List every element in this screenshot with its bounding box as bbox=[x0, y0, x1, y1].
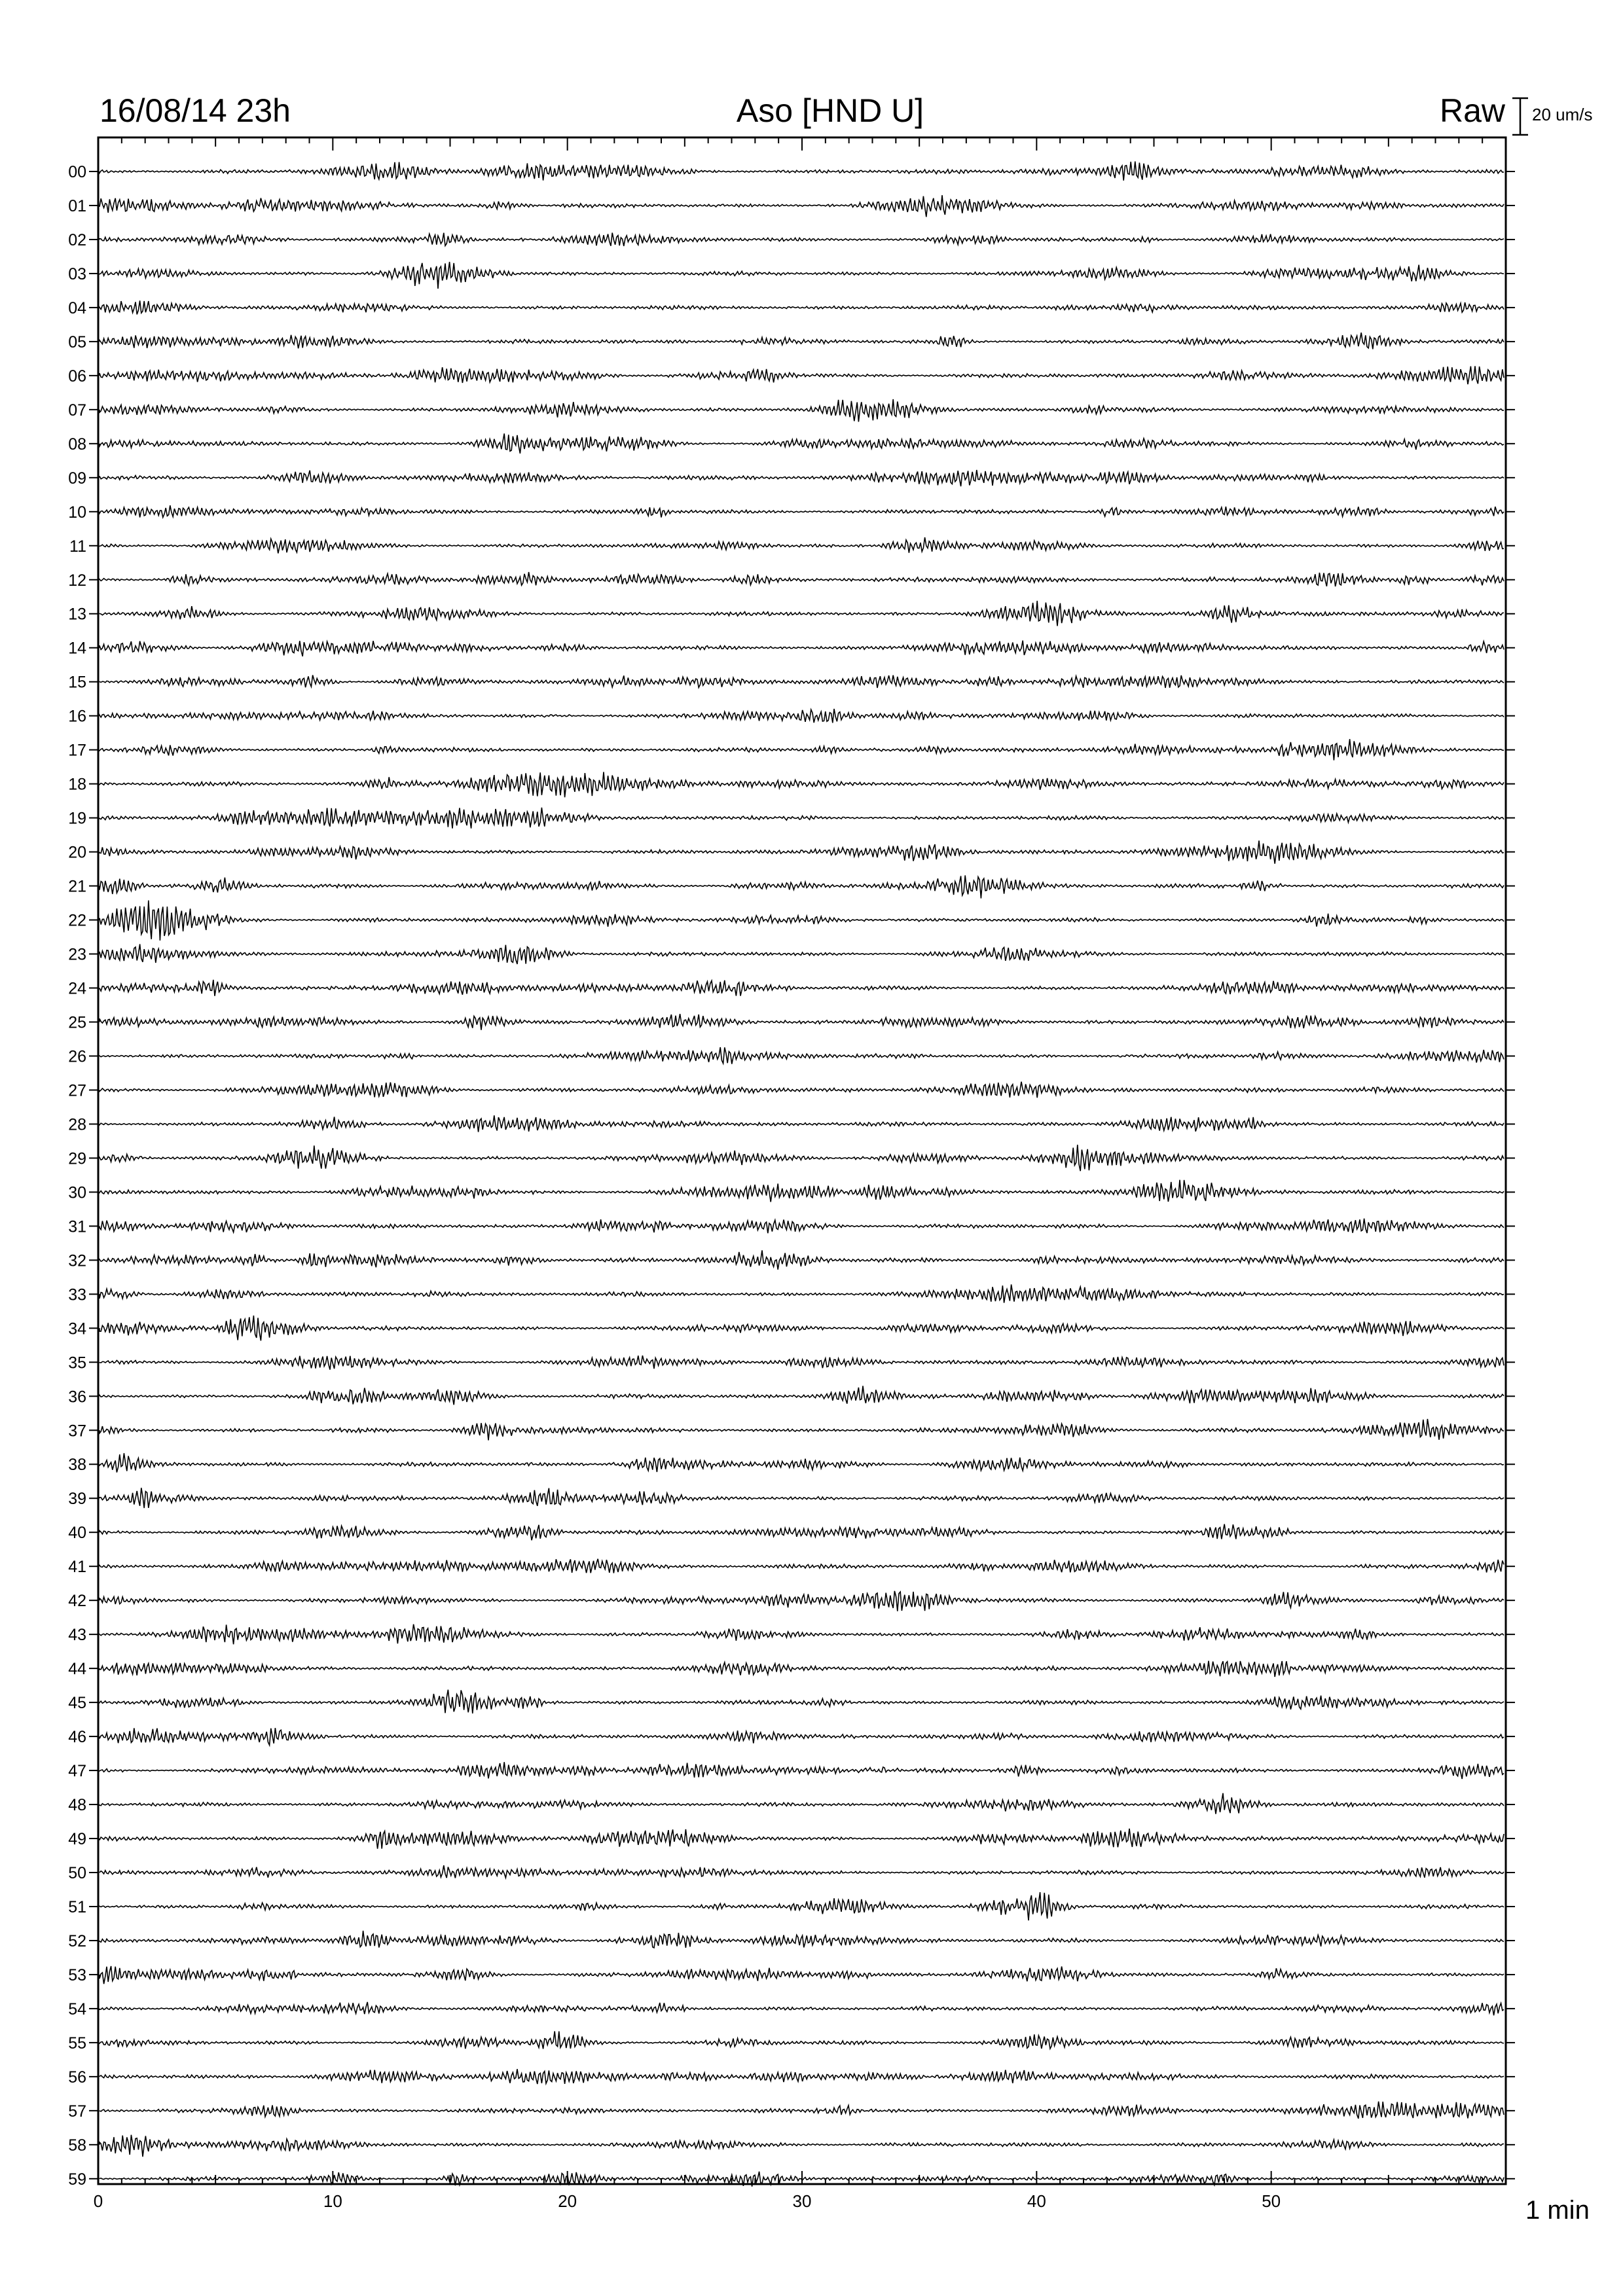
amplitude-scale-label: 20 um/s bbox=[1532, 105, 1593, 124]
trace-49 bbox=[100, 1829, 1504, 1849]
trace-52 bbox=[100, 1931, 1504, 1948]
trace-39 bbox=[100, 1488, 1504, 1508]
trace-54 bbox=[100, 2002, 1504, 2016]
x-tick-label-10: 10 bbox=[323, 2191, 342, 2211]
station-title: Aso [HND U] bbox=[736, 92, 924, 129]
trace-10 bbox=[100, 505, 1504, 517]
trace-45 bbox=[100, 1690, 1504, 1713]
trace-06 bbox=[100, 366, 1504, 384]
row-label-45: 45 bbox=[68, 1694, 86, 1713]
trace-35 bbox=[100, 1355, 1504, 1370]
row-label-42: 42 bbox=[68, 1592, 86, 1611]
trace-26 bbox=[100, 1047, 1504, 1064]
row-label-56: 56 bbox=[68, 2068, 86, 2087]
trace-17 bbox=[100, 739, 1504, 760]
row-label-26: 26 bbox=[68, 1047, 86, 1066]
row-label-40: 40 bbox=[68, 1524, 86, 1543]
trace-57 bbox=[100, 2102, 1504, 2119]
row-label-39: 39 bbox=[68, 1490, 86, 1509]
row-label-21: 21 bbox=[68, 877, 86, 896]
trace-50 bbox=[100, 1865, 1504, 1878]
trace-58 bbox=[100, 2135, 1504, 2157]
row-label-27: 27 bbox=[68, 1081, 86, 1100]
row-label-49: 49 bbox=[68, 1830, 86, 1849]
x-tick-label-0: 0 bbox=[93, 2191, 103, 2211]
row-label-24: 24 bbox=[68, 979, 86, 998]
trace-24 bbox=[100, 980, 1504, 996]
row-label-44: 44 bbox=[68, 1660, 86, 1679]
row-label-19: 19 bbox=[68, 809, 86, 828]
trace-32 bbox=[100, 1250, 1504, 1269]
mode-label: Raw bbox=[1439, 92, 1505, 129]
row-label-30: 30 bbox=[68, 1183, 86, 1202]
trace-02 bbox=[100, 233, 1504, 246]
trace-51 bbox=[100, 1892, 1504, 1920]
trace-47 bbox=[100, 1762, 1504, 1779]
row-label-03: 03 bbox=[68, 264, 86, 283]
trace-14 bbox=[100, 641, 1504, 656]
trace-36 bbox=[100, 1386, 1504, 1405]
trace-22 bbox=[100, 901, 1504, 941]
row-label-10: 10 bbox=[68, 503, 86, 522]
row-label-58: 58 bbox=[68, 2136, 86, 2155]
trace-13 bbox=[100, 601, 1504, 626]
seismic-traces bbox=[100, 162, 1504, 2187]
row-label-02: 02 bbox=[68, 230, 86, 249]
trace-04 bbox=[100, 300, 1504, 314]
x-tick-label-40: 40 bbox=[1027, 2191, 1046, 2211]
trace-42 bbox=[100, 1591, 1504, 1611]
row-label-29: 29 bbox=[68, 1149, 86, 1168]
trace-56 bbox=[100, 2069, 1504, 2084]
trace-53 bbox=[100, 1966, 1504, 1984]
row-label-46: 46 bbox=[68, 1728, 86, 1747]
trace-23 bbox=[100, 944, 1504, 965]
row-label-06: 06 bbox=[68, 367, 86, 386]
trace-37 bbox=[100, 1419, 1504, 1441]
row-label-33: 33 bbox=[68, 1285, 86, 1304]
trace-29 bbox=[100, 1145, 1504, 1171]
row-label-01: 01 bbox=[68, 196, 86, 215]
trace-33 bbox=[100, 1285, 1504, 1303]
row-label-37: 37 bbox=[68, 1422, 86, 1441]
trace-15 bbox=[100, 675, 1504, 689]
row-label-00: 00 bbox=[68, 163, 86, 181]
row-label-38: 38 bbox=[68, 1456, 86, 1475]
row-label-08: 08 bbox=[68, 435, 86, 454]
row-label-07: 07 bbox=[68, 401, 86, 420]
trace-44 bbox=[100, 1661, 1504, 1677]
row-label-51: 51 bbox=[68, 1897, 86, 1916]
trace-48 bbox=[100, 1793, 1504, 1814]
row-label-41: 41 bbox=[68, 1558, 86, 1577]
row-label-31: 31 bbox=[68, 1217, 86, 1236]
row-label-11: 11 bbox=[69, 537, 86, 556]
row-label-43: 43 bbox=[68, 1626, 86, 1645]
trace-00 bbox=[100, 162, 1504, 181]
row-labels bbox=[68, 163, 1515, 2189]
row-label-25: 25 bbox=[68, 1013, 86, 1032]
row-label-22: 22 bbox=[68, 911, 86, 930]
x-tick-labels bbox=[94, 2191, 1281, 2211]
row-label-59: 59 bbox=[68, 2170, 86, 2189]
trace-34 bbox=[100, 1316, 1504, 1340]
trace-31 bbox=[100, 1219, 1504, 1234]
row-label-28: 28 bbox=[68, 1115, 86, 1134]
row-label-48: 48 bbox=[68, 1796, 86, 1815]
row-label-50: 50 bbox=[68, 1864, 86, 1882]
row-label-53: 53 bbox=[68, 1965, 86, 1984]
trace-43 bbox=[100, 1624, 1504, 1645]
row-label-04: 04 bbox=[68, 298, 86, 317]
trace-41 bbox=[100, 1559, 1504, 1573]
trace-20 bbox=[100, 840, 1504, 863]
trace-07 bbox=[100, 399, 1504, 422]
row-label-16: 16 bbox=[68, 707, 86, 726]
row-label-52: 52 bbox=[68, 1931, 86, 1950]
date-hour-label: 16/08/14 23h bbox=[100, 92, 291, 129]
row-label-20: 20 bbox=[68, 843, 86, 862]
row-label-32: 32 bbox=[68, 1251, 86, 1270]
trace-19 bbox=[100, 808, 1504, 829]
row-label-12: 12 bbox=[68, 571, 86, 590]
row-label-57: 57 bbox=[68, 2102, 86, 2121]
x-tick-label-50: 50 bbox=[1262, 2191, 1281, 2211]
row-label-17: 17 bbox=[68, 741, 86, 760]
x-axis-unit-label: 1 min bbox=[1525, 2196, 1590, 2225]
row-label-05: 05 bbox=[68, 332, 86, 351]
row-label-55: 55 bbox=[68, 2034, 86, 2053]
trace-09 bbox=[100, 470, 1504, 486]
trace-25 bbox=[100, 1014, 1504, 1030]
trace-05 bbox=[100, 332, 1504, 349]
row-label-15: 15 bbox=[68, 673, 86, 692]
trace-16 bbox=[100, 709, 1504, 723]
row-label-23: 23 bbox=[68, 945, 86, 964]
row-label-35: 35 bbox=[68, 1354, 86, 1372]
trace-03 bbox=[100, 262, 1504, 289]
trace-40 bbox=[100, 1524, 1504, 1541]
trace-01 bbox=[100, 195, 1504, 217]
row-label-36: 36 bbox=[68, 1388, 86, 1407]
trace-08 bbox=[100, 433, 1504, 453]
x-tick-label-30: 30 bbox=[792, 2191, 812, 2211]
row-label-09: 09 bbox=[68, 469, 86, 488]
row-label-54: 54 bbox=[68, 2000, 86, 2018]
x-tick-label-20: 20 bbox=[558, 2191, 577, 2211]
amplitude-scale-bar bbox=[1512, 98, 1528, 135]
trace-27 bbox=[100, 1082, 1504, 1098]
trace-18 bbox=[100, 772, 1504, 797]
trace-55 bbox=[100, 2032, 1504, 2049]
row-label-18: 18 bbox=[68, 775, 86, 794]
row-label-34: 34 bbox=[68, 1319, 86, 1338]
trace-21 bbox=[100, 875, 1504, 898]
trace-11 bbox=[100, 537, 1504, 553]
row-label-47: 47 bbox=[68, 1762, 86, 1781]
trace-38 bbox=[100, 1453, 1504, 1472]
row-label-14: 14 bbox=[68, 639, 86, 658]
row-label-13: 13 bbox=[68, 605, 86, 624]
trace-28 bbox=[100, 1115, 1504, 1132]
trace-46 bbox=[100, 1728, 1504, 1745]
trace-30 bbox=[100, 1180, 1504, 1202]
trace-12 bbox=[100, 572, 1504, 586]
